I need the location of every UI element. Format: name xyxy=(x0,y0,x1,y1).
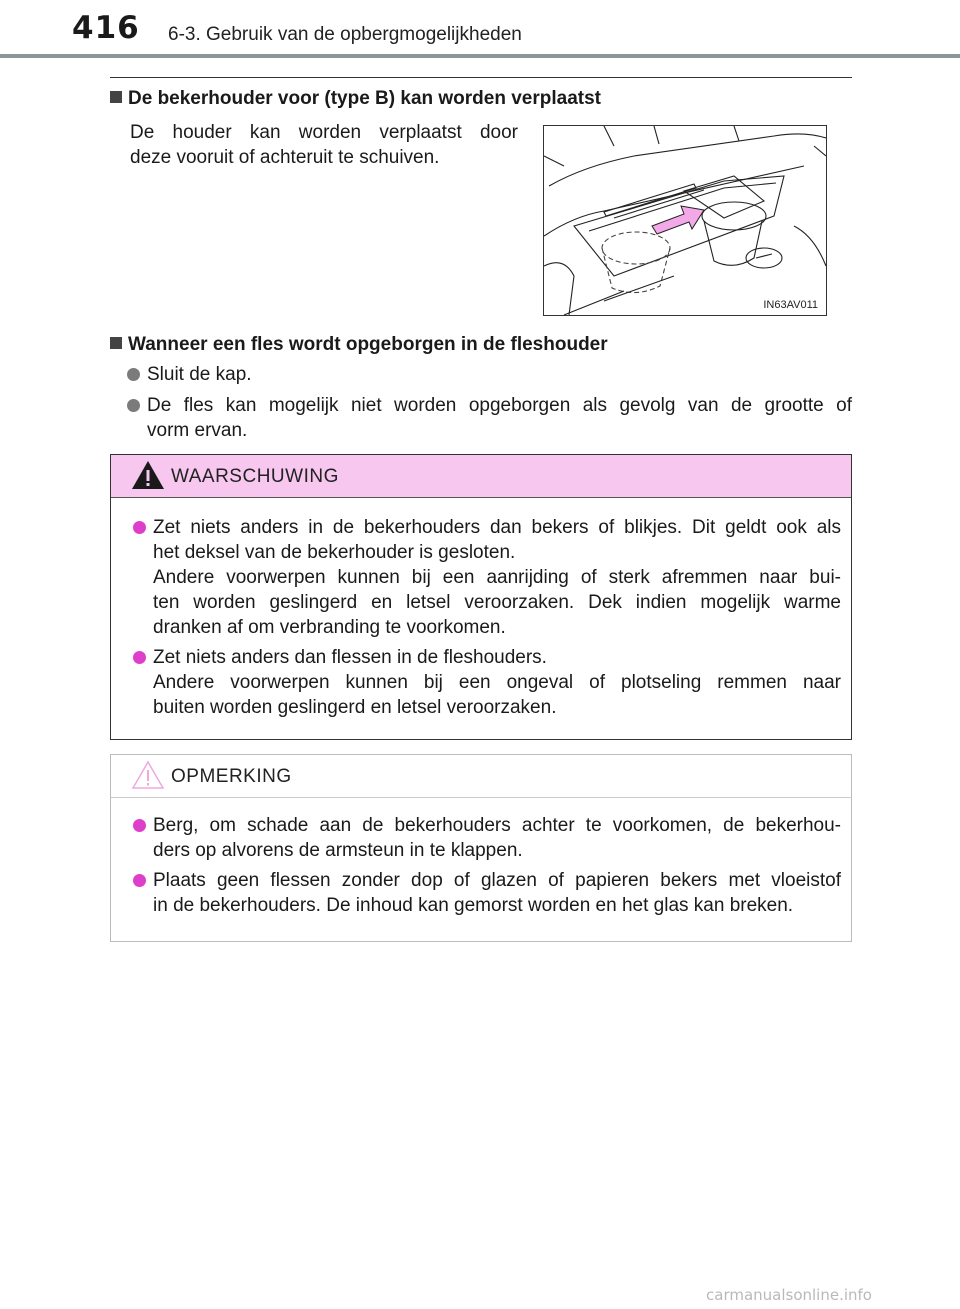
header-rule xyxy=(0,54,960,58)
section-heading-text: De bekerhouder voor (type B) kan worden verplaatst xyxy=(128,88,602,109)
text-line: Plaats geen flessen zonder dop of glazen of papieren bekers met vloeistof xyxy=(153,870,841,891)
section-text xyxy=(130,120,518,170)
list-item xyxy=(153,868,841,918)
text-line: Sluit de kap. xyxy=(147,364,252,385)
text-line: Zet niets anders in de bekerhouders dan bekers of blikjes. Dit geldt ook als xyxy=(153,517,841,538)
list-item xyxy=(153,645,841,720)
text-line: buiten worden geslingerd en letsel veroorzaken. xyxy=(153,697,557,718)
circle-bullet-icon xyxy=(133,651,146,664)
note-box xyxy=(110,754,852,942)
circle-bullet-icon xyxy=(127,399,140,412)
section-heading-cupholder xyxy=(110,88,601,110)
cupholder-illustration xyxy=(543,125,827,316)
text-line: het deksel van de bekerhouder is gesloten. xyxy=(153,542,516,563)
list-item xyxy=(153,813,841,863)
warning-triangle-icon xyxy=(131,460,165,490)
text-line: in de bekerhouders. De inhoud kan gemorst worden en het glas kan breken. xyxy=(153,895,794,916)
square-bullet-icon xyxy=(110,91,122,103)
text-line: dranken af om verbranding te voorkomen. xyxy=(153,617,506,638)
circle-bullet-icon xyxy=(133,521,146,534)
cupholder-drawing xyxy=(544,126,826,315)
text-line: Berg, om schade aan de bekerhouders achter te voorkomen, de bekerhou- xyxy=(153,815,841,836)
text-line: Andere voorwerpen kunnen bij een ongeval of plotseling remmen naar xyxy=(153,672,841,693)
text-line: Andere voorwerpen kunnen bij een aanrijding of sterk afremmen naar bui- xyxy=(153,567,841,588)
chapter-title: 6-3. Gebruik van de opbergmogelijkheden xyxy=(168,24,522,45)
section-heading-text: Wanneer een fles wordt opgeborgen in de fleshouder xyxy=(128,334,608,355)
list-item xyxy=(147,362,852,387)
watermark: carmanualsonline.info xyxy=(706,1286,872,1304)
text-line: De houder kan worden verplaatst door xyxy=(130,122,518,143)
warning-box xyxy=(110,454,852,740)
square-bullet-icon xyxy=(110,337,122,349)
warning-header xyxy=(111,455,851,498)
list-item xyxy=(147,393,852,443)
section-heading-bottle xyxy=(110,334,608,356)
text-line: deze vooruit of achteruit te schuiven. xyxy=(130,147,440,168)
circle-bullet-icon xyxy=(127,368,140,381)
note-label: OPMERKING xyxy=(171,766,292,787)
circle-bullet-icon xyxy=(133,874,146,887)
note-header xyxy=(111,755,851,798)
page-number: 416 xyxy=(72,10,140,46)
text-line: ten worden geslingerd en letsel veroorzaken. Dek indien mogelijk warme xyxy=(153,592,841,613)
text-line: ders op alvorens de armsteun in te klappen. xyxy=(153,840,523,861)
section-rule xyxy=(110,77,852,78)
caution-outline-triangle-icon xyxy=(131,760,165,790)
text-line: Zet niets anders dan flessen in de fleshouders. xyxy=(153,647,547,668)
circle-bullet-icon xyxy=(133,819,146,832)
text-line: vorm ervan. xyxy=(147,420,248,441)
warning-label: WAARSCHUWING xyxy=(171,466,339,487)
list-item xyxy=(153,515,841,640)
figure-code: IN63AV011 xyxy=(763,299,818,311)
text-line: De fles kan mogelijk niet worden opgeborgen als gevolg van de grootte of xyxy=(147,395,852,416)
